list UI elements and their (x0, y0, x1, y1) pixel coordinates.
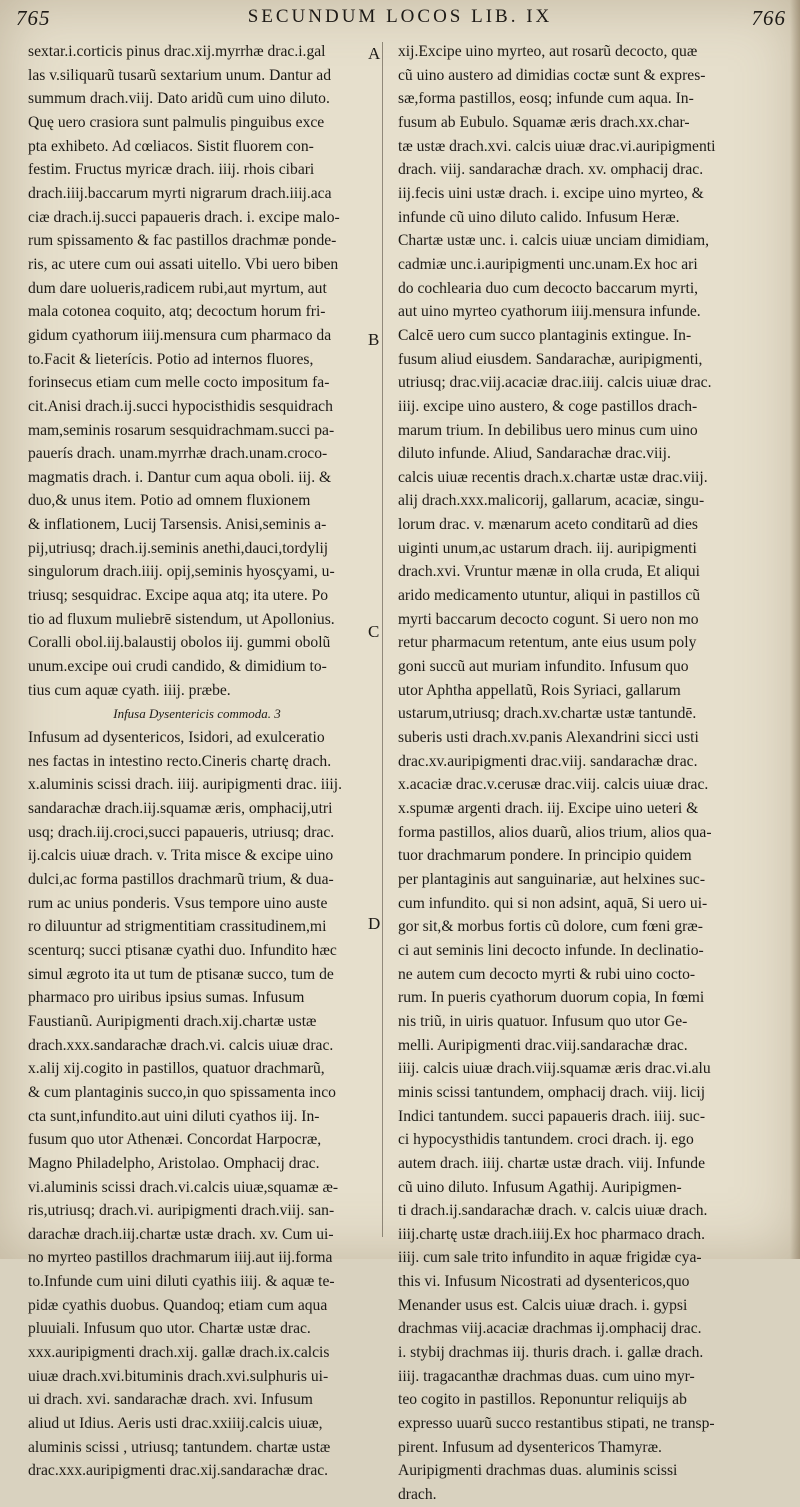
text-line: dum dare uolueris,radicem rubi,aut myrtum, aut (28, 279, 327, 297)
text-line: mala cotonea coquito, atq; decoctum horum fri- (28, 303, 326, 321)
text-line: ij.calcis uiuæ drach. v. Trita misce & excipe uino (28, 847, 334, 865)
text-line: cum infundito. qui si non adsint, aquā, Si uero ui- (398, 894, 708, 912)
text-line: iiij. excipe uino austero, & coge pastillos drach- (398, 397, 698, 415)
text-line: ti drach.ij.sandarachæ drach. v. calcis uiuæ drach. (398, 1202, 708, 1220)
right-text-column (398, 40, 762, 1504)
text-line: & inflationem, Lucij Tarsensis. Anisi,seminis a- (28, 516, 327, 534)
text-line: unum.excipe oui crudi candido, & dimidium to- (28, 658, 327, 676)
text-line: utriusq; drac.viij.acaciæ drac.iiij. calcis uiuæ drac. (398, 374, 712, 392)
margin-letter-c: C (368, 622, 380, 641)
text-line: simul ægroto ita ut tum de ptisanæ succo, tum de (28, 965, 334, 983)
text-line: ne autem cum decocto myrti & rubi uino cocto- (398, 965, 696, 983)
text-line: fusum aliud eiusdem. Sandarachæ, auripigmenti, (398, 350, 703, 368)
text-line: & cum plantaginis succo,in quo spissamenta inco (28, 1083, 336, 1101)
text-line: darachæ drach.iij.chartæ ustæ drach. xv. Cum ui- (28, 1225, 334, 1243)
text-line: triusq; sesquidrac. Excipe aqua atq; ita utere. Po (28, 587, 329, 605)
text-line: this vi. Infusum Nicostrati ad dysentericos,quo (398, 1273, 690, 1291)
text-line: Infusum ad dysentericos, Isidori, ad exulceratio (28, 729, 325, 747)
margin-letter-d: D (368, 914, 381, 933)
left-text-column (28, 40, 366, 1480)
text-line: lorum drac. v. mænarum aceto conditarũ ad dies (398, 516, 698, 534)
text-line: pauerís drach. unam.myrrhæ drach.unam.croco- (28, 445, 328, 463)
text-line: xxx.auripigmenti drach.xij. gallæ drach.ix.calcis (28, 1344, 330, 1362)
text-line: Calcē uero cum succo plantaginis extingue. In- (398, 326, 692, 344)
text-line: rum spissamento & fac pastillos drachmæ ponde- (28, 232, 337, 250)
text-line: scenturq; succi ptisanæ cyathi duo. Infundito hæc (28, 941, 337, 959)
text-line: x.spumæ argenti drach. iij. Excipe uino ueteri & (398, 800, 699, 817)
text-line: Faustianũ. Auripigmenti drach.xij.chartæ ustæ (28, 1012, 317, 1030)
text-line: aluminis scissi , utriusq; tantundem. chartæ ustæ (28, 1438, 331, 1456)
text-line: to.Facit & lieterícis. Potio ad internos fluores, (28, 350, 314, 368)
text-line: ro diluuntur ad strigmentitiam crassitudinem,mi (28, 918, 327, 936)
text-line: ris,utriusq; drach.vi. auripigmenti drach.viij. san- (28, 1202, 335, 1220)
text-line: autem drach. iiij. chartæ ustæ drach. viij. Infunde (398, 1154, 706, 1172)
text-line: melli. Auripigmenti drac.viij.sandarachæ drac. (398, 1036, 688, 1054)
text-line: iiij. cum sale trito infundito in aquæ frigidæ cya- (398, 1249, 702, 1267)
text-line: Menander usus est. Calcis uiuæ drach. i. gypsi (398, 1296, 688, 1314)
margin-letter-b: B (368, 330, 380, 349)
text-line: ciæ drach.ij.succi papaueris drach. i. excipe malo- (28, 208, 340, 226)
margin-letter-a: A (368, 44, 381, 63)
text-line: mam,seminis rosarum sesquidrachmam.succi pa- (28, 421, 335, 439)
text-line: suberis usti drach.xv.panis Alexandrini sicci usti (398, 729, 699, 747)
text-line: x.aluminis scissi drach. iiij. auripigmenti drac. iiij. (28, 776, 342, 794)
text-line: ris, ac utere cum oui assati uitello. Vbi uero biben (28, 255, 339, 273)
text-line: forinsecus etiam cum melle cocto impositum fa- (28, 374, 330, 392)
text-line: rum. In pueris cyathorum duorum copia, In fœmi (398, 989, 705, 1007)
text-line: fusum ab Eubulo. Squamæ æris drach.xx.char- (398, 113, 690, 131)
text-line: Coralli obol.iij.balaustij obolos iij. gummi obolũ (28, 634, 331, 652)
text-line: Quę uero crasiora sunt palmulis pinguibus exce (28, 113, 325, 131)
text-line: teo cogito in pastillos. Reponuntur reliquijs ab (398, 1391, 687, 1409)
text-line: tuor drachmarum pondere. In principio quidem (398, 847, 692, 865)
text-line: goni succũ aut muriam infundito. Infusum quo (398, 658, 689, 676)
text-line: ustarum,utriusq; drach.xv.chartæ ustæ tantundē. (398, 705, 697, 723)
text-line: per plantaginis aut sanguinariæ, aut helxines suc- (398, 870, 706, 888)
text-line: iiij. calcis uiuæ drach.viij.squamæ æris drac.vi.alu (398, 1060, 711, 1078)
text-line: cadmiæ unc.i.auripigmenti unc.unam.Ex hoc ari (398, 255, 698, 273)
text-line: tius cum aquæ cyath. iiij. præbe. (28, 681, 231, 699)
text-line: Chartæ ustæ unc. i. calcis uiuæ unciam dimidiam, (398, 232, 709, 250)
text-line: las v.siliquarũ tusarũ sextarium unum. Dantur ad (28, 66, 332, 84)
text-line: Auripigmenti drachmas duas. aluminis scissi (398, 1462, 678, 1480)
page-number-right: 766 (751, 6, 786, 30)
text-line: arido medicamento utuntur, aliqui in pastillos cũ (398, 587, 701, 605)
text-line: drach. (398, 1486, 437, 1504)
text-line: tio ad fluxum muliebrē sistendum, ut Apollonius. (28, 610, 335, 628)
text-line: drach. viij. sandarachæ drach. xv. omphacij drac. (398, 161, 704, 179)
text-line: dulci,ac forma pastillos drachmarũ trium, & dua- (28, 870, 334, 888)
text-line: iij.fecis uini ustæ drach. i. excipe uino myrteo, & (398, 184, 704, 202)
text-line: x.alij xij.cogito in pastillos, quatuor drachmarũ, (28, 1060, 325, 1078)
page-edge-shadow (790, 0, 800, 1259)
text-line: vi.aluminis scissi drach.vi.calcis uiuæ,squamæ æ- (28, 1178, 339, 1196)
text-line: drach.iiij.baccarum myrti nigrarum drach.iiij.aca (28, 184, 332, 202)
text-line: cit.Anisi drach.ij.succi hypocisthidis sesquidrach (28, 397, 333, 415)
text-line: rum ac unius ponderis. Vsus tempore uino auste (28, 894, 328, 912)
text-line: drachmas viij.acaciæ drachmas ij.omphacij drac. (398, 1320, 702, 1338)
text-line: aut uino myrteo cyathorum iiij.mensura infunde. (398, 303, 701, 321)
text-line: aliud ut Idius. Aeris usti drac.xxiiij.calcis uiuæ, (28, 1415, 323, 1433)
text-line: do cochlearia duo cum decocto baccarum myrti, (398, 279, 699, 297)
text-line: myrti baccarum decocto cogunt. Si uero non mo (398, 610, 699, 628)
column-divider (382, 42, 383, 1237)
text-line: drac.xxx.auripigmenti drac.xij.sandarachæ drac. (28, 1462, 329, 1480)
text-line: alij drach.xxx.malicorij, gallarum, acaciæ, singu- (398, 492, 705, 510)
text-line: cũ uino austero ad dimidias coctæ sunt & expres- (398, 66, 706, 84)
text-line: Magno Philadelpho, Aristolao. Omphacij drac. (28, 1154, 320, 1172)
text-line: Infusa Dysentericis commoda. 3 (113, 706, 281, 722)
text-line: festim. Fructus myricæ drach. iiij. rhois cibari (28, 161, 315, 179)
text-line: calcis uiuæ recentis drach.x.chartæ ustæ drac.viij. (398, 468, 708, 486)
text-line: uiuæ drach.xvi.bituminis drach.xvi.sulphuris ui- (28, 1367, 329, 1385)
text-line: usq; drach.iij.croci,succi papaueris, utriusq; drac. (28, 823, 335, 841)
text-line: cta sunt,infundito.aut uini diluti cyathos iij. In- (28, 1107, 320, 1125)
running-title: SECUNDUM LOCOS LIB. IX (247, 6, 553, 27)
text-line: nis triũ, in uiris quatuor. Infusum quo utor Ge- (398, 1012, 688, 1030)
text-line: diluto infunde. Aliud, Sandarachæ drac.viij. (398, 445, 671, 463)
text-line: utor Aphtha appellatũ, Rois Syriaci, gallarum (398, 681, 681, 699)
text-line: x.acaciæ drac.v.cerusæ drac.viij. calcis uiuæ drac. (398, 776, 709, 794)
text-line: pta exhibeto. Ad cœliacos. Sistit fluorem con- (28, 137, 314, 155)
text-line: iiij. tragacanthæ drachmas duas. cum uino myr- (398, 1367, 695, 1385)
text-line: drac.xv.auripigmenti drac.viij. sandarachæ drac. (398, 752, 698, 770)
text-line: cũ uino diluto. Infusum Agathij. Auripigmen- (398, 1178, 682, 1196)
text-line: iiij.chartę ustæ drach.iiij.Ex hoc pharmaco drach. (398, 1225, 706, 1243)
text-line: i. stybij drachmas iij. thuris drach. i. gallæ drach. (398, 1344, 704, 1362)
text-line: Indici tantundem. succi papaueris drach. iiij. suc- (398, 1107, 706, 1125)
text-line: forma pastillos, alios duarũ, alios trium, alios qua- (398, 823, 712, 841)
page-number-left: 765 (16, 6, 51, 30)
text-line: singulorum drach.iiij. opij,seminis hyosçyami, u- (28, 563, 335, 581)
text-line: pirent. Infusum ad dysentericos Thamyræ. (398, 1438, 662, 1456)
text-line: sextar.i.corticis pinus drac.xij.myrrhæ drac.i.gal (28, 43, 326, 60)
text-line: pij,utriusq; drach.ij.seminis anethi,dauci,tordylij (28, 539, 329, 557)
text-line: tæ ustæ drach.xvi. calcis uiuæ drac.vi.auripigmenti (398, 137, 716, 155)
text-line: sæ,forma pastillos, eosq; infunde cum aqua. In- (398, 90, 694, 108)
text-line: summum drach.viij. Dato aridũ cum uino diluto. (28, 90, 330, 108)
text-line: ci hypocysthidis tantundem. croci drach. ij. ego (398, 1131, 694, 1149)
text-line: ui drach. xvi. sandarachæ drach. xvi. Infusum (28, 1391, 313, 1409)
text-line: to.Infunde cum uini diluti cyathis iiij. & aquæ te- (28, 1273, 335, 1291)
text-line: duo,& unus item. Potio ad omnem fluxionem (28, 492, 311, 510)
text-line: no myrteo pastillos drachmarum iiij.aut iij.forma (28, 1249, 333, 1267)
text-line: pluuiali. Infusum quo utor. Chartæ ustæ drac. (28, 1320, 311, 1338)
text-line: magmatis drach. i. Dantur cum aqua oboli. iij. & (28, 468, 332, 486)
text-line: gor sit,& morbus fortis cũ dolore, cum fœni græ- (398, 918, 703, 936)
text-line: nes factas in intestino recto.Cineris chartę drach. (28, 752, 332, 770)
text-line: pharmaco pro uiribus ipsius sumas. Infusum (28, 989, 305, 1007)
text-line: expresso uuarũ succo restantibus stipati, ne transp- (398, 1415, 715, 1433)
text-line: drach.xvi. Vruntur mænæ in olla cruda, Et aliqui (398, 563, 700, 581)
text-line: pidæ cyathis duobus. Quandoq; etiam cum aqua (28, 1296, 328, 1314)
text-line: drach.xxx.sandarachæ drach.vi. calcis uiuæ drac. (28, 1036, 334, 1054)
text-line: retur pharmacum retentum, ante eius usum poly (398, 634, 697, 652)
text-line: uiginti unum,ac ustarum drach. iij. auripigmenti (398, 539, 697, 557)
text-line: sandarachæ drach.iij.squamæ æris, omphacij,utri (28, 800, 333, 817)
text-line: marum trium. In debilibus uero minus cum uino (398, 421, 698, 439)
text-line: gidum cyathorum iiij.mensura cum pharmaco da (28, 326, 332, 344)
text-line: infunde cũ uino diluto calido. Infusum Heræ. (398, 208, 680, 226)
text-line: minis scissi tantundem, omphacij drach. viij. licij (398, 1083, 706, 1101)
text-line: fusum quo utor Athenæi. Concordat Harpocræ, (28, 1131, 322, 1149)
text-line: ci aut seminis lini decocto infunde. In declinatio- (398, 941, 704, 959)
text-line: xij.Excipe uino myrteo, aut rosarũ decocto, quæ (398, 43, 698, 60)
